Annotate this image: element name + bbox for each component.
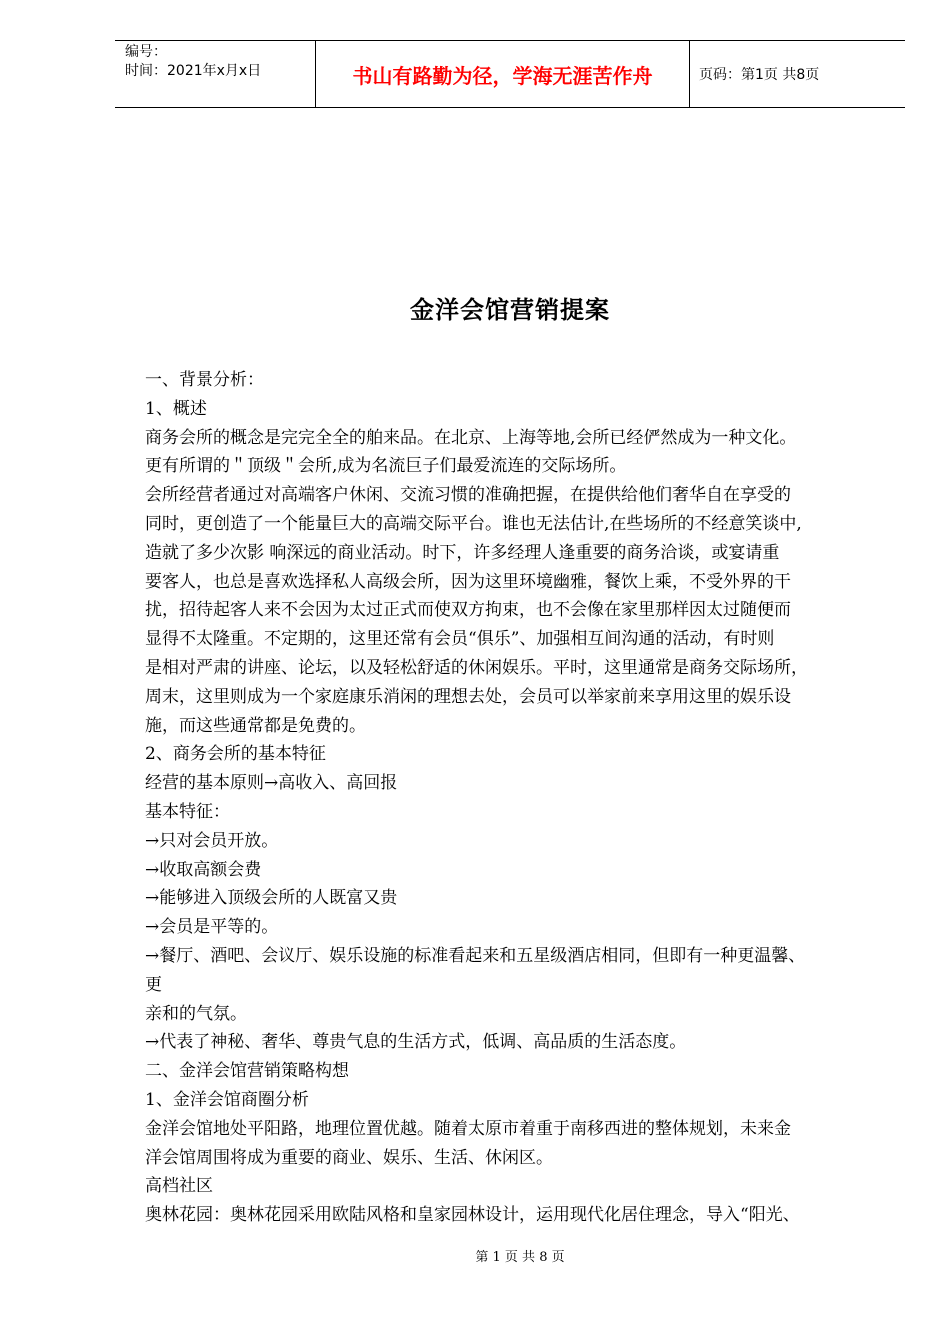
body-line: 经营的基本原则→高收入、高回报 <box>145 773 398 794</box>
time-label: 时间：2021年x月x日 <box>125 63 262 79</box>
body-line: 扰，招待起客人来不会因为太过正式而使双方拘束，也不会像在家里那样因太过随便而 <box>145 600 791 621</box>
header-page-cell <box>690 41 905 107</box>
body-line: →只对会员开放。 <box>145 830 279 851</box>
body-line: 1、概述 <box>145 398 207 419</box>
body-line: →代表了神秘、奢华、尊贵气息的生活方式，低调、高品质的生活态度。 <box>145 1032 687 1053</box>
body-line: 洋会馆周围将成为重要的商业、娱乐、生活、休闲区。 <box>145 1147 553 1168</box>
body-line: →会员是平等的。 <box>145 917 279 938</box>
body-line: 施，而这些通常都是免费的。 <box>145 715 366 736</box>
header-table <box>115 40 905 108</box>
document-title: 金洋会馆营销提案 <box>410 296 610 324</box>
body-line: 1、金洋会馆商圈分析 <box>145 1089 309 1110</box>
page-footer: 第 1 页 共 8 页 <box>475 1250 565 1265</box>
body-line: 一、背景分析： <box>145 370 264 390</box>
body-line: 周末，这里则成为一个家庭康乐消闲的理想去处，会员可以举家前来享用这里的娱乐设 <box>145 686 791 707</box>
body-line: 奥林花园：奥林花园采用欧陆风格和皇家园林设计，运用现代化居住理念，导入“阳光、 <box>145 1205 800 1226</box>
body-line: 高档社区 <box>145 1176 213 1197</box>
body-line: 造就了多少次影 响深远的商业活动。时下，许多经理人逢重要的商务洽谈，或宴请重 <box>145 542 780 563</box>
body-line: 同时，更创造了一个能量巨大的高端交际平台。谁也无法估计,在些场所的不经意笑谈中, <box>145 513 802 534</box>
body-line: 金洋会馆地处平阳路，地理位置优越。随着太原市着重于南移西进的整体规划，未来金 <box>145 1118 791 1139</box>
document-body <box>145 366 895 1230</box>
body-line: 二、金洋会馆营销策略构想 <box>145 1061 349 1082</box>
body-line: 要客人，也总是喜欢选择私人高级会所，因为这里环境幽雅，餐饮上乘，不受外界的干 <box>145 571 791 592</box>
page-label: 页码：第1页 共8页 <box>699 67 820 83</box>
motto: 书山有路勤为径，学海无涯苦作舟 <box>352 63 653 88</box>
body-line: 基本特征： <box>145 801 230 822</box>
number-label: 编号： <box>125 44 167 60</box>
body-line: 2、商务会所的基本特征 <box>145 744 326 765</box>
header-meta-cell <box>115 41 316 107</box>
body-line: 显得不太隆重。不定期的，这里还常有会员“俱乐”、加强相互间沟通的活动，有时则 <box>145 629 775 650</box>
body-line: 会所经营者通过对高端客户休闲、交流习惯的准确把握，在提供给他们奢华自在享受的 <box>145 485 791 506</box>
body-line: 更 <box>145 974 162 995</box>
body-line: →餐厅、酒吧、会议厅、娱乐设施的标准看起来和五星级酒店相同，但即有一种更温馨、 <box>145 945 806 966</box>
body-line: →能够进入顶级会所的人既富又贵 <box>145 888 398 909</box>
header-motto-cell <box>316 41 690 107</box>
body-line: 商务会所的概念是完完全全的舶来品。在北京、上海等地,会所已经俨然成为一种文化。 <box>145 427 797 448</box>
body-line: 亲和的气氛。 <box>145 1003 247 1024</box>
body-line: →收取高额会费 <box>145 859 262 880</box>
body-line: 是相对严肃的讲座、论坛，以及轻松舒适的休闲娱乐。平时，这里通常是商务交际场所， <box>145 657 808 678</box>
body-line: 更有所谓的＂顶级＂会所,成为名流巨子们最爱流连的交际场所。 <box>145 456 627 477</box>
